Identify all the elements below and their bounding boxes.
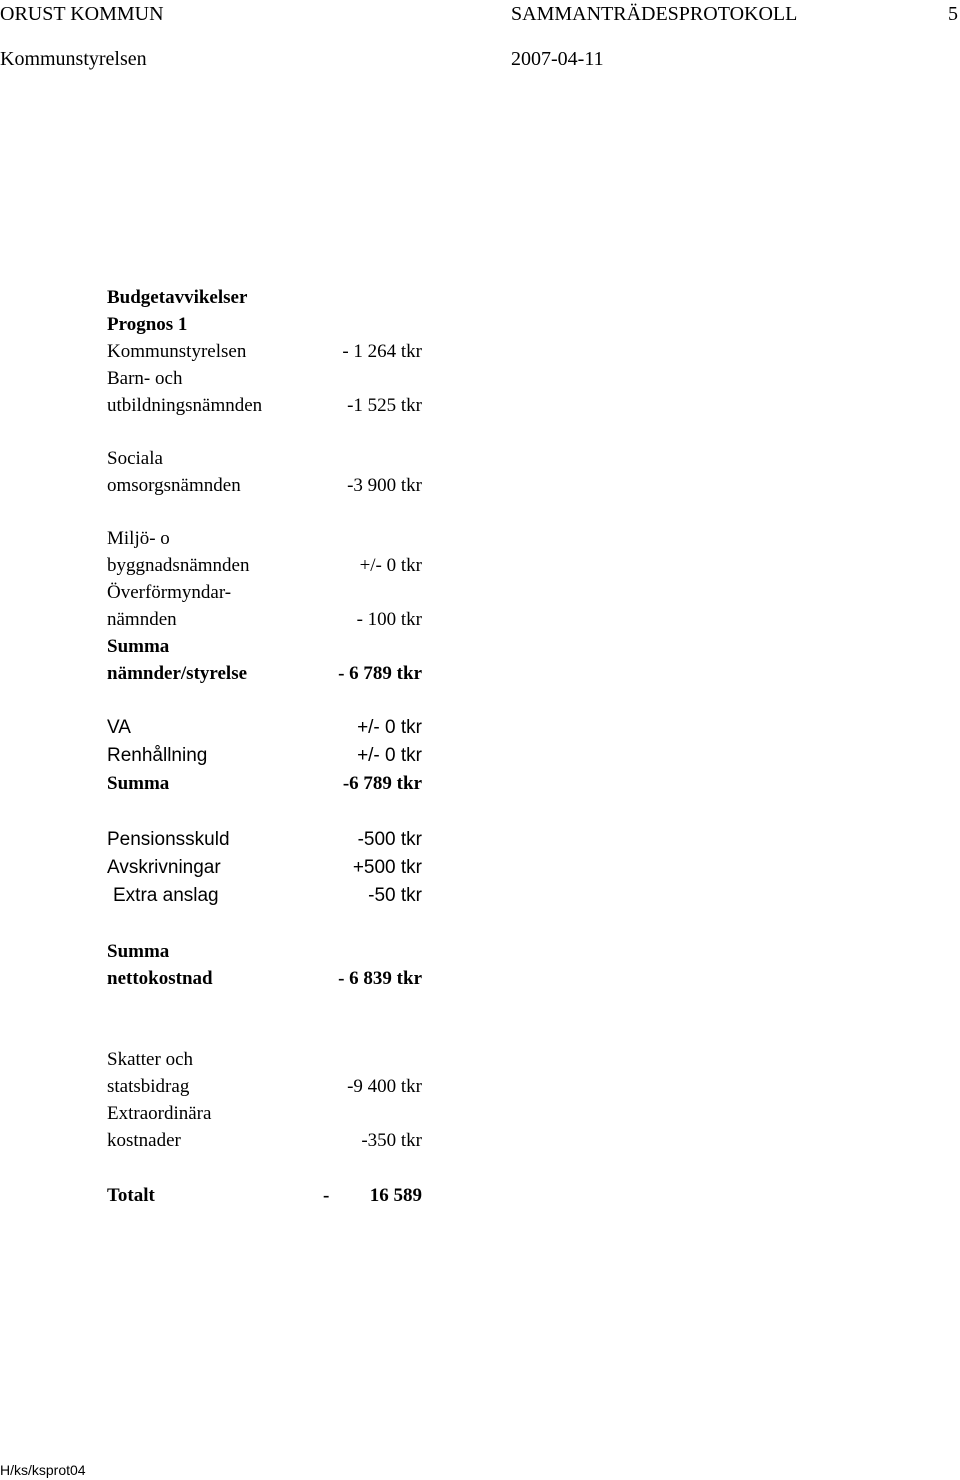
- subtotal-label: Summa: [107, 636, 170, 657]
- row-label: kostnader: [107, 1130, 181, 1151]
- row-value: -9 400 tkr: [347, 1076, 422, 1097]
- row-value: +500 tkr: [352, 857, 422, 878]
- section-title: Budgetavvikelser: [107, 287, 248, 308]
- row-label: utbildningsnämnden: [107, 395, 263, 416]
- row-value: -3 900 tkr: [347, 475, 422, 496]
- row-label: Avskrivningar: [107, 857, 221, 878]
- document-reference: H/ks/ksprot04: [0, 1462, 86, 1478]
- subtotal-label: Summa: [107, 941, 170, 962]
- page-number: 5: [948, 3, 958, 25]
- total-dash: -: [323, 1185, 330, 1206]
- row-label: byggnadsnämnden: [107, 555, 250, 576]
- row-label: Pensionsskuld: [107, 829, 230, 850]
- subtotal-value: - 6 839 tkr: [338, 968, 422, 989]
- row-label: omsorgsnämnden: [107, 475, 241, 496]
- row-label: Extra anslag: [113, 885, 219, 906]
- row-label: statsbidrag: [107, 1076, 190, 1097]
- total-value: 16 589: [369, 1185, 422, 1206]
- row-label: VA: [107, 717, 131, 738]
- subtotal-label: Summa: [107, 773, 170, 794]
- document-type: SAMMANTRÄDESPROTOKOLL: [511, 3, 798, 25]
- row-label: Överförmyndar-: [107, 582, 232, 603]
- total-label: Totalt: [107, 1185, 155, 1206]
- row-label: Barn- och: [107, 368, 183, 389]
- organization-name: ORUST KOMMUN: [0, 3, 164, 25]
- row-value: -50 tkr: [368, 885, 422, 906]
- row-value: -500 tkr: [357, 829, 422, 850]
- row-label: Extraordinära: [107, 1103, 212, 1124]
- meeting-date: 2007-04-11: [511, 48, 604, 70]
- row-label: nämnden: [107, 609, 177, 630]
- subtotal-value: - 6 789 tkr: [338, 663, 422, 684]
- row-value: -1 525 tkr: [347, 395, 422, 416]
- subtotal-label: nämnder/styrelse: [107, 663, 248, 684]
- row-value: - 100 tkr: [356, 609, 422, 630]
- subtotal-value: -6 789 tkr: [342, 773, 422, 794]
- row-label: Sociala: [107, 448, 163, 469]
- row-label: Kommunstyrelsen: [107, 341, 247, 362]
- row-value: - 1 264 tkr: [342, 341, 422, 362]
- row-label: Miljö- o: [107, 528, 170, 549]
- subtotal-label: nettokostnad: [107, 968, 213, 989]
- row-label: Renhållning: [107, 745, 208, 766]
- row-value: +/- 0 tkr: [357, 745, 422, 766]
- row-value: +/- 0 tkr: [359, 555, 422, 576]
- row-value: +/- 0 tkr: [357, 717, 422, 738]
- section-subtitle: Prognos 1: [107, 314, 188, 335]
- row-label: Skatter och: [107, 1049, 194, 1070]
- board-name: Kommunstyrelsen: [0, 48, 147, 70]
- row-value: -350 tkr: [361, 1130, 422, 1151]
